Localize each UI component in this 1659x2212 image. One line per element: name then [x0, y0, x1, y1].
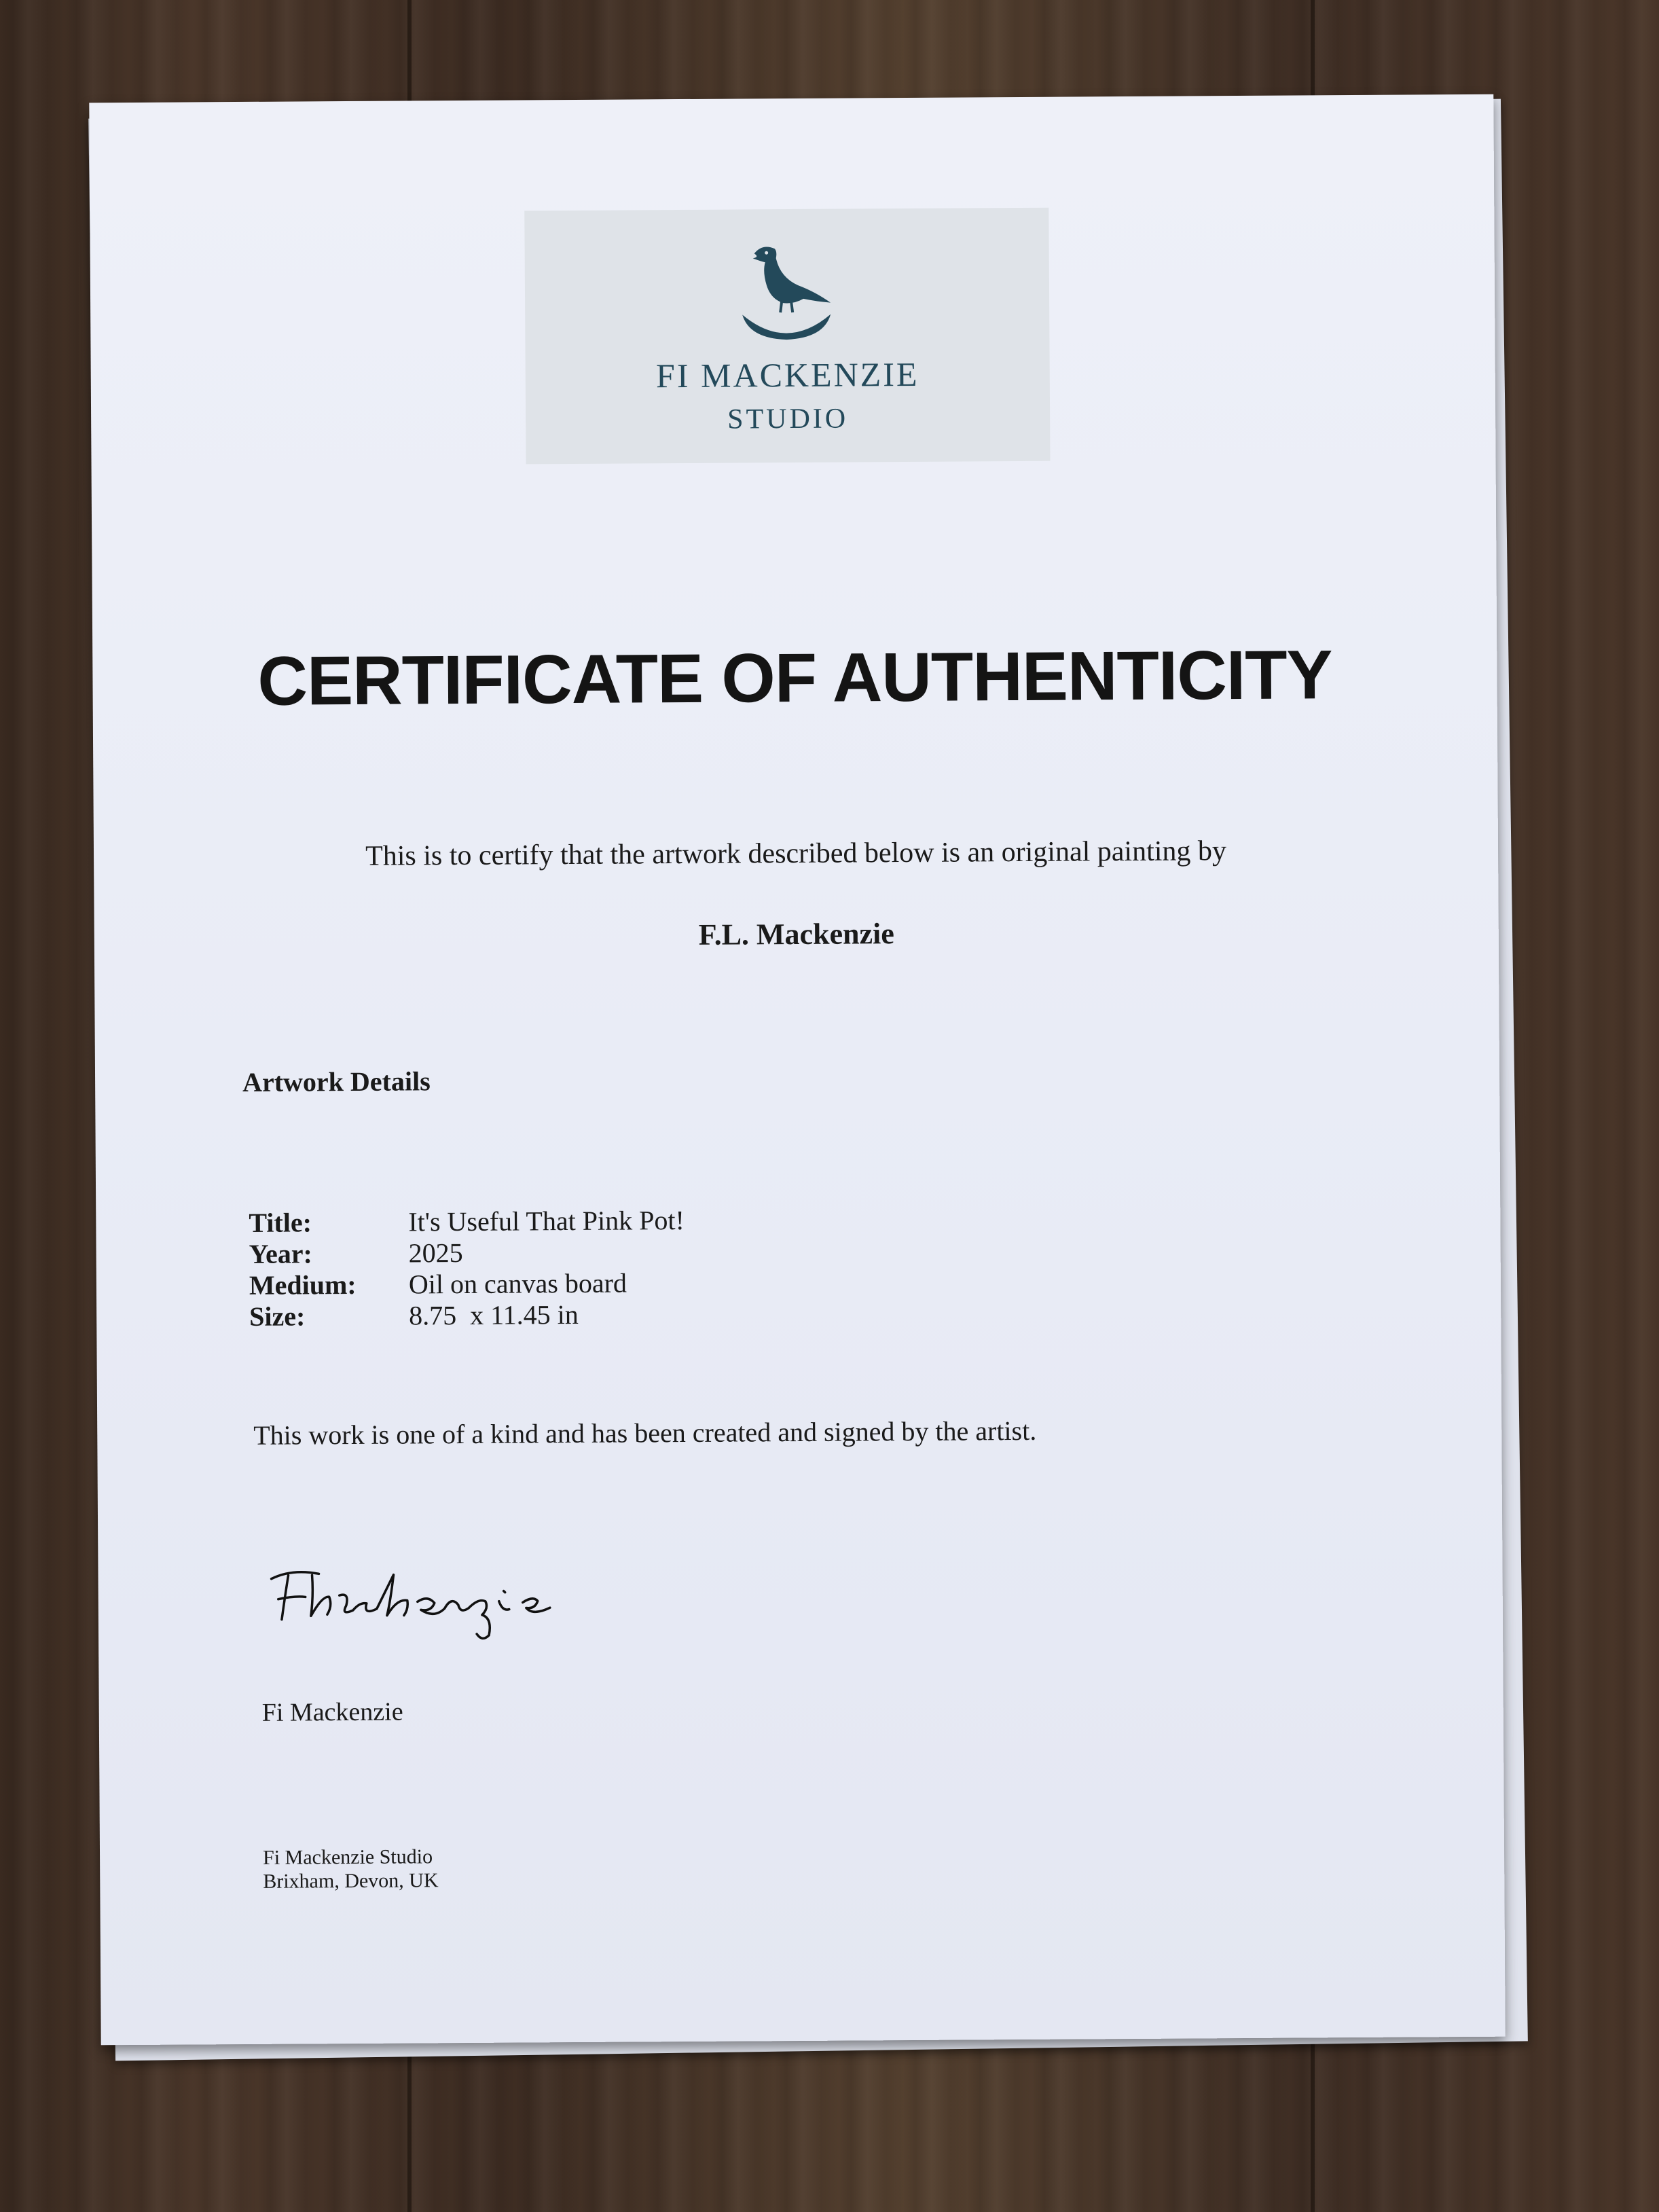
detail-label: Title:: [249, 1207, 312, 1238]
detail-row-size: [249, 1299, 685, 1332]
detail-value: 2025: [408, 1237, 463, 1269]
studio-address: [263, 1845, 439, 1893]
detail-label: Year:: [249, 1238, 313, 1269]
certificate-sheet: [89, 94, 1505, 2046]
signer-name: Fi Mackenzie: [261, 1697, 403, 1727]
logo-studio-subtitle: STUDIO: [727, 403, 849, 435]
studio-location: Brixham, Devon, UK: [263, 1869, 439, 1893]
detail-row-medium: [249, 1267, 685, 1301]
detail-label: Medium:: [249, 1269, 357, 1301]
handwritten-signature: [264, 1553, 591, 1644]
detail-row-year: [249, 1236, 685, 1270]
certificate-title: CERTIFICATE OF AUTHENTICITY: [257, 636, 1332, 720]
detail-value: 8.75 x 11.45 in: [409, 1299, 579, 1331]
certification-statement: This is to certify that the artwork described below is an original painting by: [365, 835, 1227, 872]
artwork-details-heading: Artwork Details: [242, 1066, 431, 1098]
artwork-details-list: [249, 1205, 685, 1332]
studio-name: Fi Mackenzie Studio: [262, 1845, 433, 1869]
detail-label: Size:: [249, 1301, 306, 1332]
logo-studio-name: FI MACKENZIE: [655, 355, 919, 395]
detail-row-title: [249, 1205, 685, 1239]
one-of-a-kind-statement: This work is one of a kind and has been created and signed by the artist.: [253, 1415, 1037, 1451]
detail-value: It's Useful That Pink Pot!: [408, 1205, 685, 1237]
artist-name: F.L. Mackenzie: [698, 917, 894, 951]
bird-on-nest-icon: [735, 236, 838, 346]
detail-value: Oil on canvas board: [408, 1267, 627, 1300]
studio-logo: [524, 208, 1050, 465]
